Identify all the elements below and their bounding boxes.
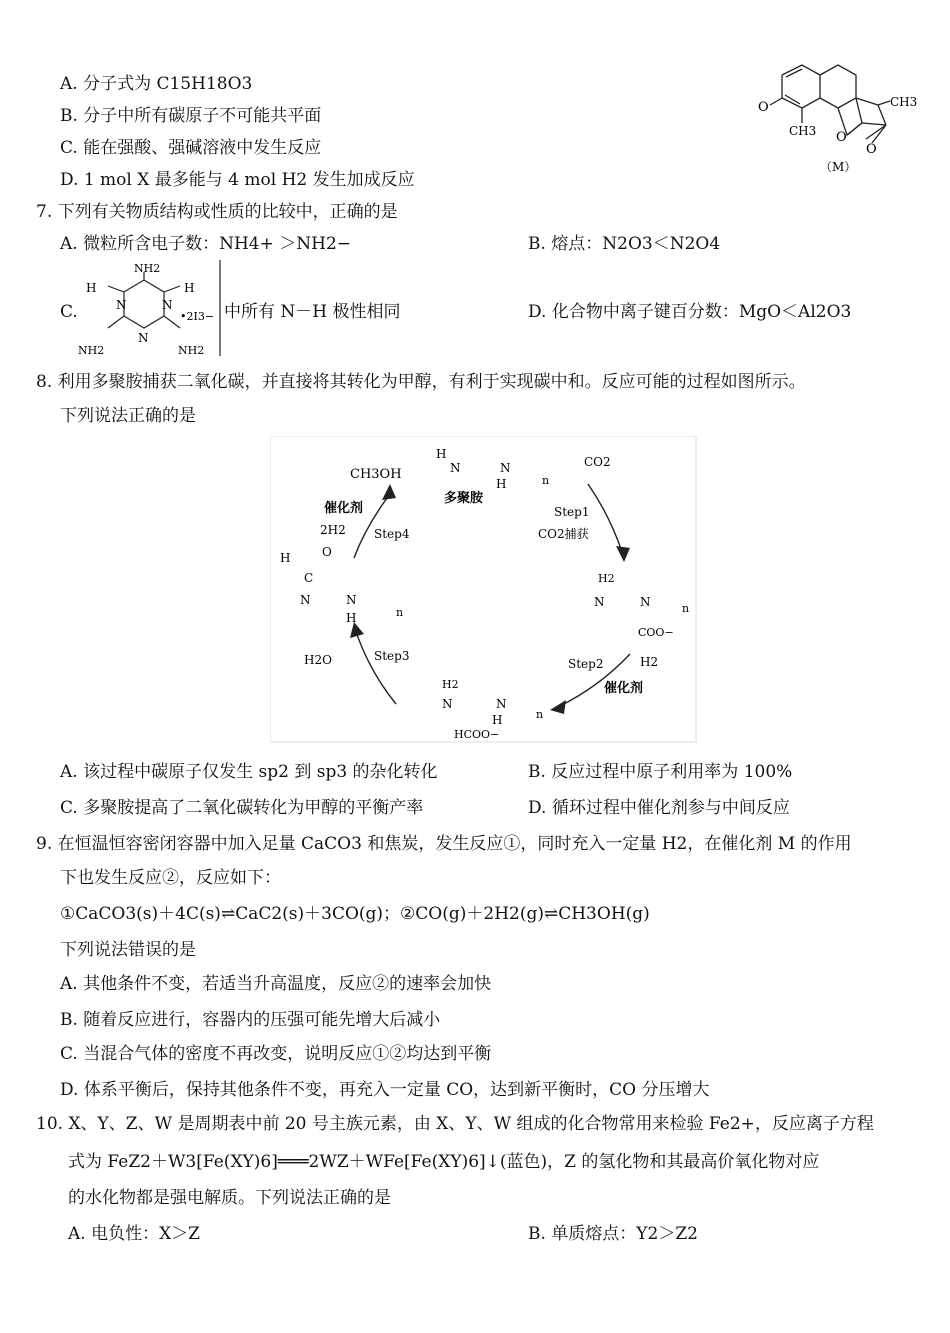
q8-s2-n1: N — [594, 595, 605, 609]
q8-s4-h: H — [280, 551, 291, 565]
q8-s3-hcoo: HCOO− — [454, 728, 500, 741]
q8-option-b: B. 反应过程中原子利用率为 100% — [528, 762, 793, 782]
q7-struct-h-right: H — [184, 281, 195, 295]
q8-co2: CO2 — [584, 455, 611, 469]
q7-struct-nh2-top: NH2 — [134, 262, 161, 275]
q9-reaction: ①CaCO3(s)＋4C(s)⇌CaC2(s)＋3CO(g)；②CO(g)＋2H2(g)⇌CH3OH(g) — [60, 904, 650, 924]
q7-struct-n-right: N — [162, 298, 173, 312]
q8-s4-n1: N — [300, 593, 311, 607]
melamine-salt-structure — [76, 258, 226, 360]
q8-step2: Step2 — [568, 657, 604, 671]
q10-stem-line1: 10. X、Y、Z、W 是周期表中前 20 号主族元素，由 X、Y、W 组成的化合物常用来检验 Fe2+，反应离子方程 — [36, 1114, 874, 1134]
q8-option-a: A. 该过程中碳原子仅发生 sp2 到 sp3 的杂化转化 — [60, 762, 438, 782]
q7-struct-n-bottom: N — [138, 331, 149, 345]
q8-s3-n1: N — [442, 697, 453, 711]
molecule-m-structure — [752, 55, 922, 180]
q8-s4-h2: H — [346, 611, 357, 625]
q8-s2-n-sub: n — [682, 602, 690, 615]
q8-step4-2h2: 2H2 — [320, 523, 346, 537]
q9-stem-line2: 下也发生反应②，反应如下： — [60, 868, 281, 888]
q8-step2-h2: H2 — [640, 655, 659, 669]
q8-step4-catalyst: 催化剂 — [324, 501, 364, 516]
q8-step1: Step1 — [554, 505, 590, 519]
q10-stem-line2: 式为 FeZ2＋W3[Fe(XY)6]═══2WZ＋WFe[Fe(XY)6]↓(蓝色)，Z 的氢化物和其最高价氧化物对应 — [68, 1152, 820, 1172]
q8-step3-h2o: H2O — [304, 653, 332, 667]
q7-option-a: A. 微粒所含电子数：NH4+ ＞NH2− — [60, 234, 352, 254]
q7-struct-nh2-right: NH2 — [178, 344, 205, 357]
mol-m-ch3-b: CH3 — [890, 95, 918, 109]
q7-stem: 7. 下列有关物质结构或性质的比较中，正确的是 — [36, 202, 398, 222]
q8-polyamine-n2: N — [500, 461, 511, 475]
q8-s3-h: H — [492, 713, 503, 727]
q8-step4: Step4 — [374, 527, 410, 541]
q7-struct-h-left: H — [86, 281, 97, 295]
q8-option-c: C. 多聚胺提高了二氧化碳转化为甲醇的平衡产率 — [60, 798, 424, 818]
q8-cycle-diagram — [270, 436, 700, 746]
mol-m-ch3-a: CH3 — [789, 124, 817, 138]
q7-struct-counter: •2I3− — [180, 310, 215, 323]
q6-option-b: B. 分子中所有碳原子不可能共平面 — [60, 106, 322, 126]
q8-s4-o: O — [322, 545, 332, 559]
q8-s3-h2label: H2 — [442, 678, 459, 691]
mol-m-o3: O — [866, 142, 877, 157]
q8-stem-line2: 下列说法正确的是 — [60, 406, 196, 426]
q10-option-a: A. 电负性：X＞Z — [68, 1224, 200, 1244]
q6-option-c: C. 能在强酸、强碱溶液中发生反应 — [60, 138, 322, 158]
q8-step3: Step3 — [374, 649, 410, 663]
q8-s4-c: C — [304, 571, 314, 585]
q10-option-b: B. 单质熔点：Y2＞Z2 — [528, 1224, 698, 1244]
q10-stem-line3: 的水化物都是强电解质。下列说法正确的是 — [68, 1188, 391, 1208]
q8-step1-sub: CO2捕获 — [538, 527, 589, 541]
q8-polyamine-n1: N — [450, 461, 461, 475]
q8-polyamine-label: 多聚胺 — [444, 491, 484, 506]
q8-s3-n2: N — [496, 697, 507, 711]
q7-struct-n-left: N — [116, 298, 127, 312]
q9-stem-line1: 9. 在恒温恒容密闭容器中加入足量 CaCO3 和焦炭，发生反应①，同时充入一定量 H2，在催化剂 M 的作用 — [36, 834, 852, 854]
mol-m-o1: O — [758, 100, 769, 115]
q8-stem-line1: 8. 利用多聚胺捕获二氧化碳，并直接将其转化为甲醇，有利于实现碳中和。反应可能的过程如图所示。 — [36, 372, 806, 392]
q8-step2-catalyst: 催化剂 — [604, 681, 644, 696]
q9-option-c: C. 当混合气体的密度不再改变，说明反应①②均达到平衡 — [60, 1044, 492, 1064]
q8-s2-n2: N — [640, 595, 651, 609]
q8-ch3oh: CH3OH — [350, 467, 402, 482]
q8-polyamine-h: H — [436, 447, 447, 461]
q8-s4-n-sub: n — [396, 606, 404, 619]
q8-option-d: D. 循环过程中催化剂参与中间反应 — [528, 798, 790, 818]
q9-option-b: B. 随着反应进行，容器内的压强可能先增大后减小 — [60, 1010, 441, 1030]
q8-polyamine-h2: H — [496, 477, 507, 491]
q9-option-d: D. 体系平衡后，保持其他条件不变，再充入一定量 CO，达到新平衡时，CO 分压增大 — [60, 1080, 710, 1100]
q9-option-a: A. 其他条件不变，若适当升高温度，反应②的速率会加快 — [60, 974, 492, 994]
q8-s2-h2label: H2 — [598, 572, 615, 585]
q6-option-a: A. 分子式为 C15H18O3 — [60, 74, 253, 94]
q8-s4-n2: N — [346, 593, 357, 607]
q7-option-d: D. 化合物中离子键百分数：MgO＜Al2O3 — [528, 302, 852, 322]
q8-s2-coo: COO− — [638, 626, 674, 639]
q8-s3-n-sub: n — [536, 708, 544, 721]
q8-polyamine-n-sub: n — [542, 474, 550, 487]
q7-struct-nh2-left: NH2 — [78, 344, 105, 357]
q9-ask: 下列说法错误的是 — [60, 940, 196, 960]
q6-option-d: D. 1 mol X 最多能与 4 mol H2 发生加成反应 — [60, 170, 415, 190]
q7-option-c-suffix: 中所有 N－H 极性相同 — [224, 302, 401, 322]
mol-m-label: （M） — [820, 160, 857, 174]
q7-option-b: B. 熔点：N2O3＜N2O4 — [528, 234, 721, 254]
q7-option-c-prefix: C. — [60, 302, 78, 322]
mol-m-o2: O — [836, 130, 847, 145]
